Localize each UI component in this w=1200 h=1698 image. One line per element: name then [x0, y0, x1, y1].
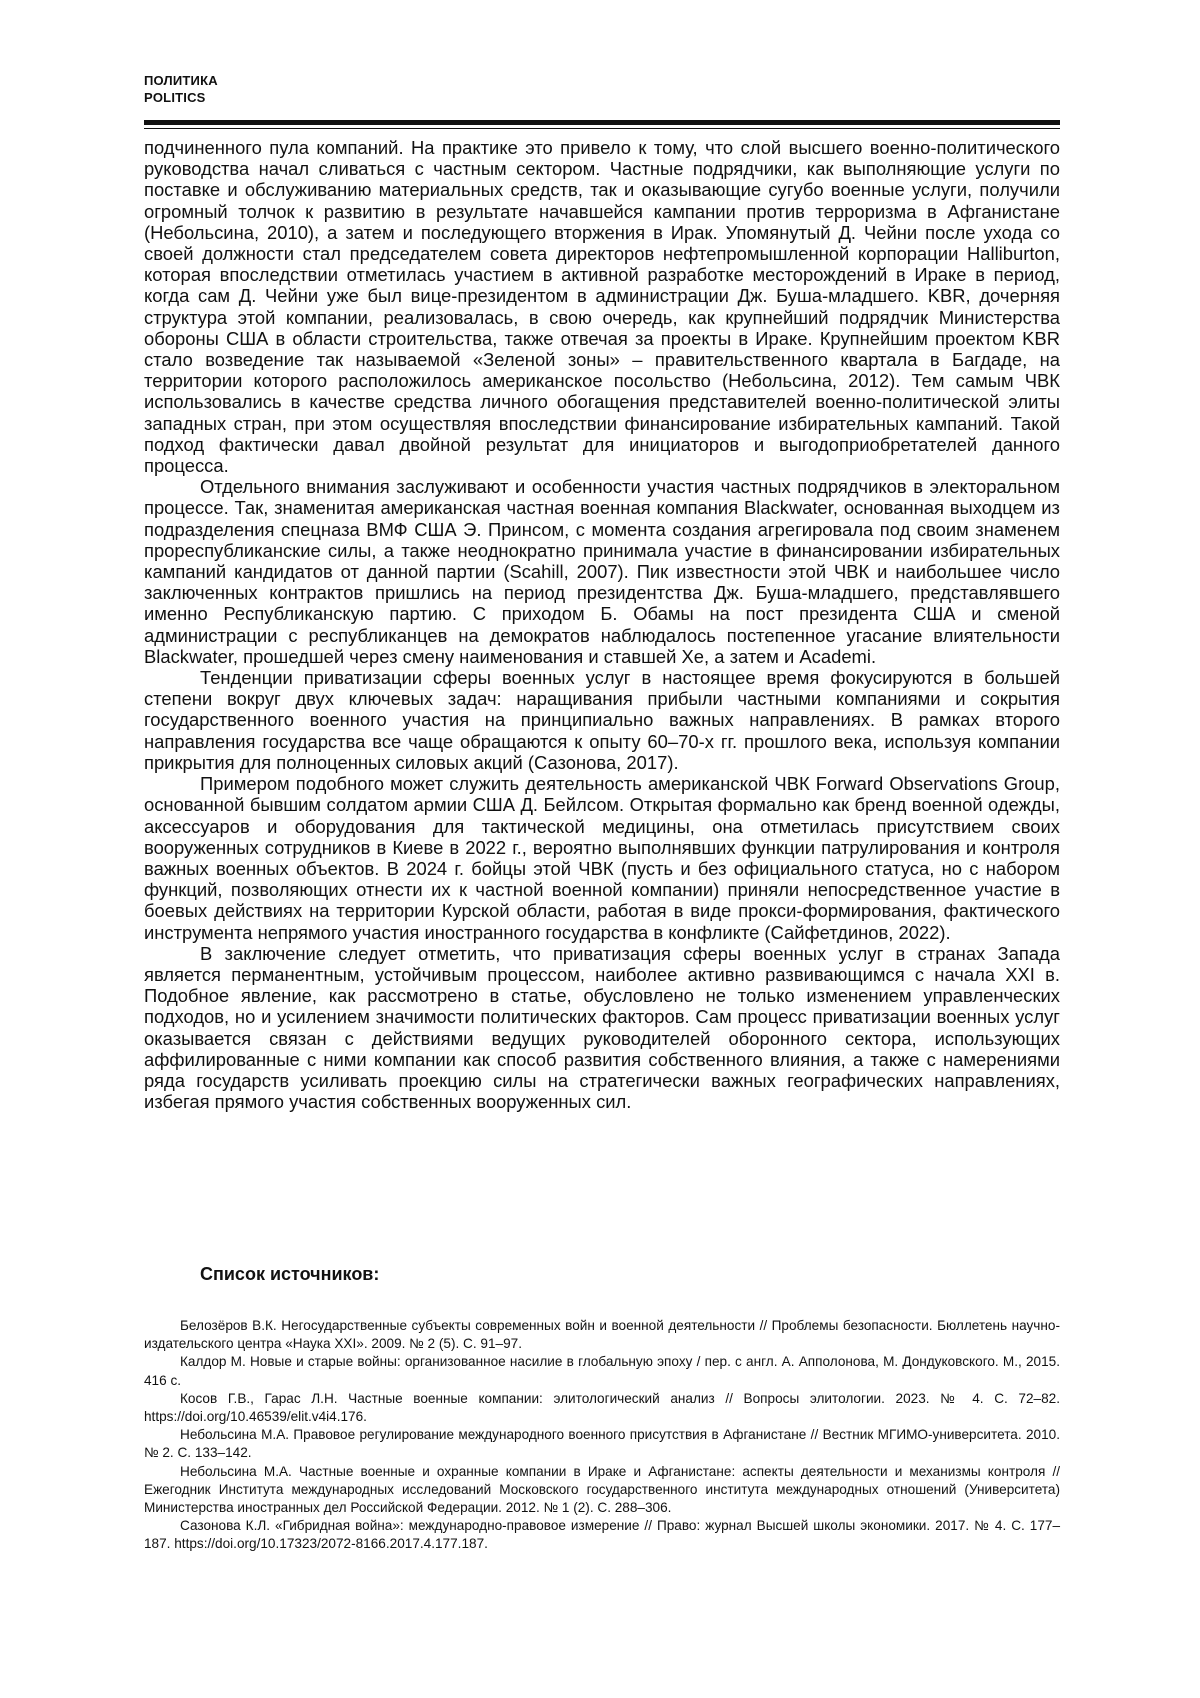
header-rule-thick	[144, 120, 1060, 125]
reference-item: Белозёров В.К. Негосударственные субъекты современных войн и военной деятельности // Проблемы безопасности. Бюллетень научно-издательского центра «Наука XXI». 2009. № 2 (5). С. 91–97.	[144, 1318, 1060, 1352]
reference-item: Небольсина М.А. Частные военные и охранные компании в Ираке и Афганистане: аспекты деятельности и механизмы контроля // Ежегодник Института международных исследований Московского государственного института международных отношений (Университета) Министерства иностранных дел Российской Федерации. 2012. № 1 (2). С. 288–306.	[144, 1463, 1060, 1516]
header-rule-thin	[144, 128, 1060, 129]
paragraph: В заключение следует отметить, что приватизация сферы военных услуг в странах Запада является перманентным, устойчивым процессом, наиболее активно развивающимся с начала XXI в. Подобное явление, как рассмотрено в статье, обусловлено не только изменением управленческих подходов, но и усилением значимости политических факторов. Сам процесс приватизации военных услуг оказывается связан с действиями ведущих руководителей оборонного сектора, использующих аффилированные с ними компании как способ развития собственного влияния, а также с намерениями ряда государств усиливать проекцию силы на стратегически важных географических направлениях, избегая прямого участия собственных вооруженных сил.	[144, 942, 1060, 1113]
section-rubric	[144, 72, 218, 106]
paragraph: Тенденции приватизации сферы военных услуг в настоящее время фокусируются в большей степени вокруг двух ключевых задач: наращивания прибыли частными компаниями и сокрытия государственного военного участия на принципиально важных направлениях. В рамках второго направления государства все чаще обращаются к опыту 60–70-х гг. прошлого века, используя компании прикрытия для полноценных силовых акций (Сазонова, 2017).	[144, 667, 1060, 773]
paragraph: Примером подобного может служить деятельность американской ЧВК Forward Observations Group, основанной бывшим солдатом армии США Д. Бейлсом. Открытая формально как бренд военной одежды, аксессуаров и оборудования для тактической медицины, она отметилась присутствием своих вооруженных сотрудников в Киеве в 2022 г., вероятно выполнявших функции патрулирования и контроля важных военных объектов. В 2024 г. бойцы этой ЧВК (пусть и без официального статуса, но с набором функций, позволяющих отнести их к частной военной компании) приняли непосредственное участие в боевых действиях на территории Курской области, работая в виде прокси-формирования, фактического инструмента непрямого участия иностранного государства в конфликте (Сайфетдинов, 2022).	[144, 773, 1060, 943]
reference-item: Калдор М. Новые и старые войны: организованное насилие в глобальную эпоху / пер. с англ. А. Апполонова, М. Дондуковского. М., 2015. 416 с.	[144, 1354, 1060, 1388]
reference-item: Небольсина М.А. Правовое регулирование международного военного присутствия в Афганистане // Вестник МГИМО-университета. 2010. № 2. С. 133–142.	[144, 1427, 1060, 1461]
paragraph: Отдельного внимания заслуживают и особенности участия частных подрядчиков в электоральном процессе. Так, знаменитая американская частная военная компания Blackwater, основанная выходцем из подразделения спецназа ВМФ США Э. Принсом, с момента создания агрегировала под своим знаменем прореспубликанские силы, а также неоднократно принимала участие в финансировании избирательных кампаний кандидатов от данной партии (Scahill, 2007). Пик известности этой ЧВК и наибольшее число заключенных контрактов пришлись на период президентства Дж. Буша-младшего, представлявшего именно Республиканскую партию. С приходом Б. Обамы на пост президента США и сменой администрации с республиканцев на демократов наблюдалось постепенное угасание влиятельности Blackwater, прошедшей через смену наименования и ставшей Xe, а затем и Academi.	[144, 476, 1060, 667]
article-body	[144, 137, 1060, 1112]
references-title: Список источников:	[200, 1264, 380, 1284]
reference-item: Косов Г.В., Гарас Л.Н. Частные военные компании: элитологический анализ // Вопросы элитологии. 2023. № 4. С. 72–82. https://doi.org/10.46539/elit.v4i4.176.	[144, 1390, 1060, 1425]
reference-item: Сазонова К.Л. «Гибридная война»: международно-правовое измерение // Право: журнал Высшей школы экономики. 2017. № 4. С. 177–187. https://doi.org/10.17323/2072-8166.2017.4.177.187.	[144, 1518, 1060, 1552]
paragraph: подчиненного пула компаний. На практике это привело к тому, что слой высшего военно-политического руководства начал сливаться с частным сектором. Частные подрядчики, как выполняющие услуги по поставке и обслуживанию материальных средств, так и оказывающие сугубо военные услуги, получили огромный толчок к развитию в результате начавшейся кампании против терроризма в Афганистане (Небольсина, 2010), а затем и последующего вторжения в Ирак. Упомянутый Д. Чейни после ухода со своей должности стал председателем совета директоров нефтепромышленной корпорации Halliburton, которая впоследствии отметилась участием в активной разработке месторождений в Ираке в период, когда сам Д. Чейни уже был вице-президентом в администрации Дж. Буша-младшего. KBR, дочерняя структура этой компании, реализовалась, в свою очередь, как крупнейший подрядчик Министерства обороны США в области строительства, также отвечая за проекты в Ираке. Крупнейшим проектом KBR стало возведение так называемой «Зеленой зоны» – правительственного квартала в Багдаде, на территории которого расположилось американское посольство (Небольсина, 2012). Тем самым ЧВК использовались в качестве средства личного обогащения представителей военно-политической элиты западных стран, при этом осуществляя впоследствии финансирование избирательных кампаний. Такой подход фактически давал двойной результат для инициаторов и выгодоприобретателей данного процесса.	[144, 137, 1060, 477]
references-list	[144, 1317, 1060, 1554]
section-title-en: POLITICS	[144, 90, 206, 105]
section-title-ru: ПОЛИТИКА	[144, 73, 218, 88]
